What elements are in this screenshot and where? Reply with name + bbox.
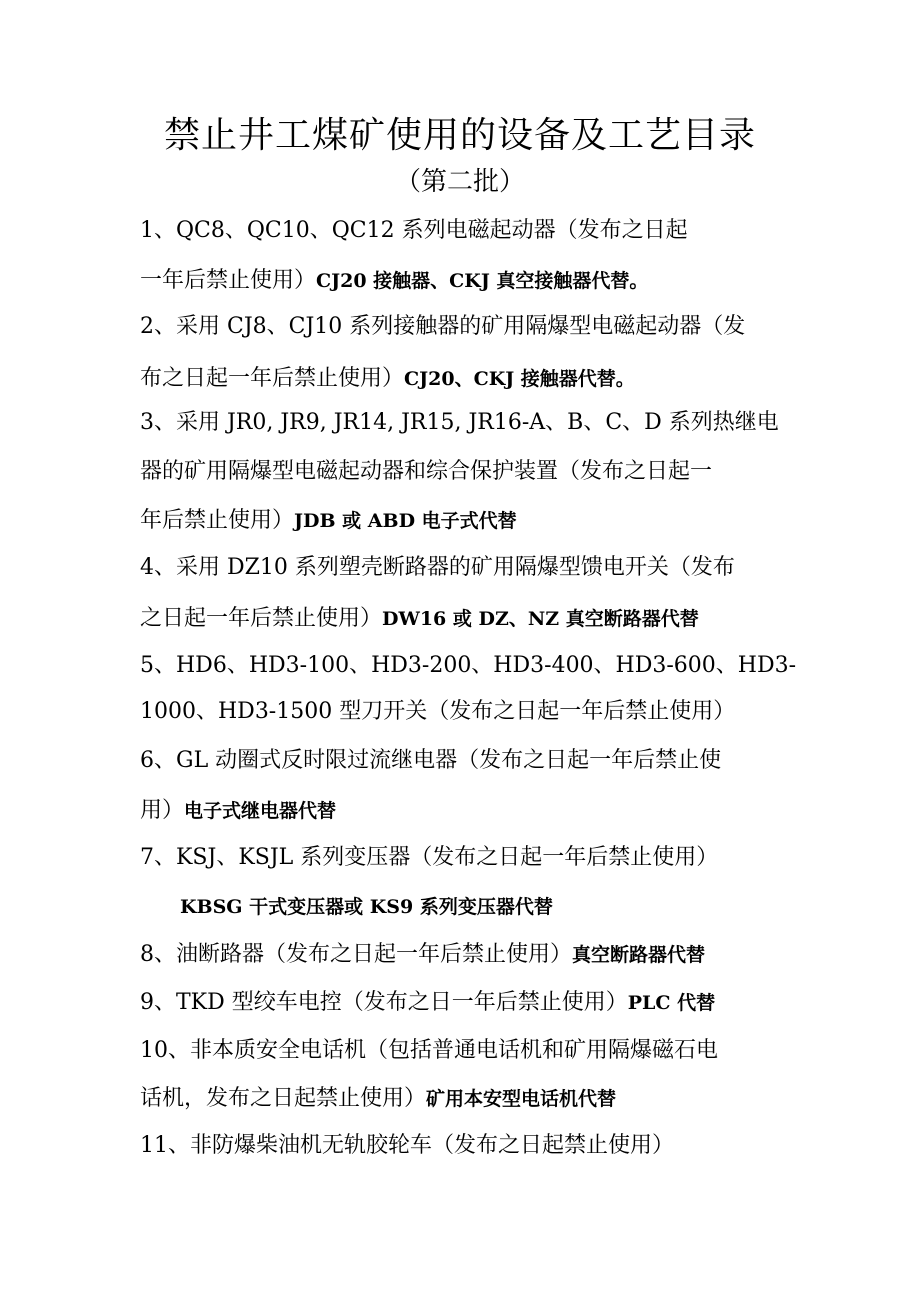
item-2-line-2 xyxy=(140,364,790,394)
item-9-text: 9、TKD 型绞车电控（发布之日一年后禁止使用） xyxy=(140,990,628,1015)
item-9-line-1 xyxy=(140,988,790,1018)
item-6-line-1: 6、GL 动圈式反时限过流继电器（发布之日起一年后禁止使 xyxy=(140,748,722,773)
item-5-line-1: 5、HD6、HD3-100、HD3-200、HD3-400、HD3-600、HD3- xyxy=(140,653,797,678)
item-2-replacement: CJ20、CKJ 接触器代替。 xyxy=(404,368,635,390)
item-4-text: 之日起一年后禁止使用） xyxy=(140,606,383,631)
item-1-replacement: CJ20 接触器、CKJ 真空接触器代替。 xyxy=(316,270,649,292)
item-7-replacement: KBSG 干式变压器或 KS9 系列变压器代替 xyxy=(180,896,553,918)
item-2-line-1: 2、采用 CJ8、CJ10 系列接触器的矿用隔爆型电磁起动器（发 xyxy=(140,314,746,339)
item-8-text: 8、油断路器（发布之日起一年后禁止使用） xyxy=(140,942,572,967)
item-4-line-1: 4、采用 DZ10 系列塑壳断路器的矿用隔爆型馈电开关（发布 xyxy=(140,555,735,580)
item-10-line-2 xyxy=(140,1084,790,1114)
item-8-line-1 xyxy=(140,940,790,970)
item-6-text: 用） xyxy=(140,798,185,823)
item-10-line-1: 10、非本质安全电话机（包括普通电话机和矿用隔爆磁石电 xyxy=(140,1038,718,1063)
item-7-line-1: 7、KSJ、KSJL 系列变压器（发布之日起一年后禁止使用） xyxy=(140,845,719,870)
item-1-line-1: 1、QC8、QC10、QC12 系列电磁起动器（发布之日起 xyxy=(140,218,688,243)
item-9-replacement: PLC 代替 xyxy=(627,992,716,1014)
item-1-text: 一年后禁止使用） xyxy=(140,268,317,293)
item-4-replacement: DW16 或 DZ、NZ 真空断路器代替 xyxy=(382,608,699,630)
item-5-line-2: 1000、HD3-1500 型刀开关（发布之日起一年后禁止使用） xyxy=(140,699,736,724)
item-4-line-2 xyxy=(140,604,790,634)
item-3-line-3 xyxy=(140,506,790,536)
page-title: 禁止井工煤矿使用的设备及工艺目录 xyxy=(163,115,756,156)
item-7-line-2 xyxy=(180,892,830,922)
item-2-text: 布之日起一年后禁止使用） xyxy=(140,366,405,391)
item-11-line-1: 11、非防爆柴油机无轨胶轮车（发布之日起禁止使用） xyxy=(140,1133,674,1158)
item-3-line-2: 器的矿用隔爆型电磁起动器和综合保护装置（发布之日起一 xyxy=(140,459,713,484)
item-3-text: 年后禁止使用） xyxy=(140,508,295,533)
item-6-replacement: 电子式继电器代替 xyxy=(184,800,337,822)
item-6-line-2 xyxy=(140,796,790,826)
item-3-replacement: JDB 或 ABD 电子式代替 xyxy=(294,510,517,532)
item-3-line-1: 3、采用 JR0, JR9, JR14, JR15, JR16-A、B、C、D 系列热继电 xyxy=(140,410,779,435)
item-1-line-2 xyxy=(140,266,790,296)
page-subtitle: （第二批） xyxy=(394,167,525,197)
item-10-text: 话机，发布之日起禁止使用） xyxy=(140,1086,427,1111)
item-8-replacement: 真空断路器代替 xyxy=(572,944,706,966)
item-10-replacement: 矿用本安型电话机代替 xyxy=(426,1088,617,1110)
